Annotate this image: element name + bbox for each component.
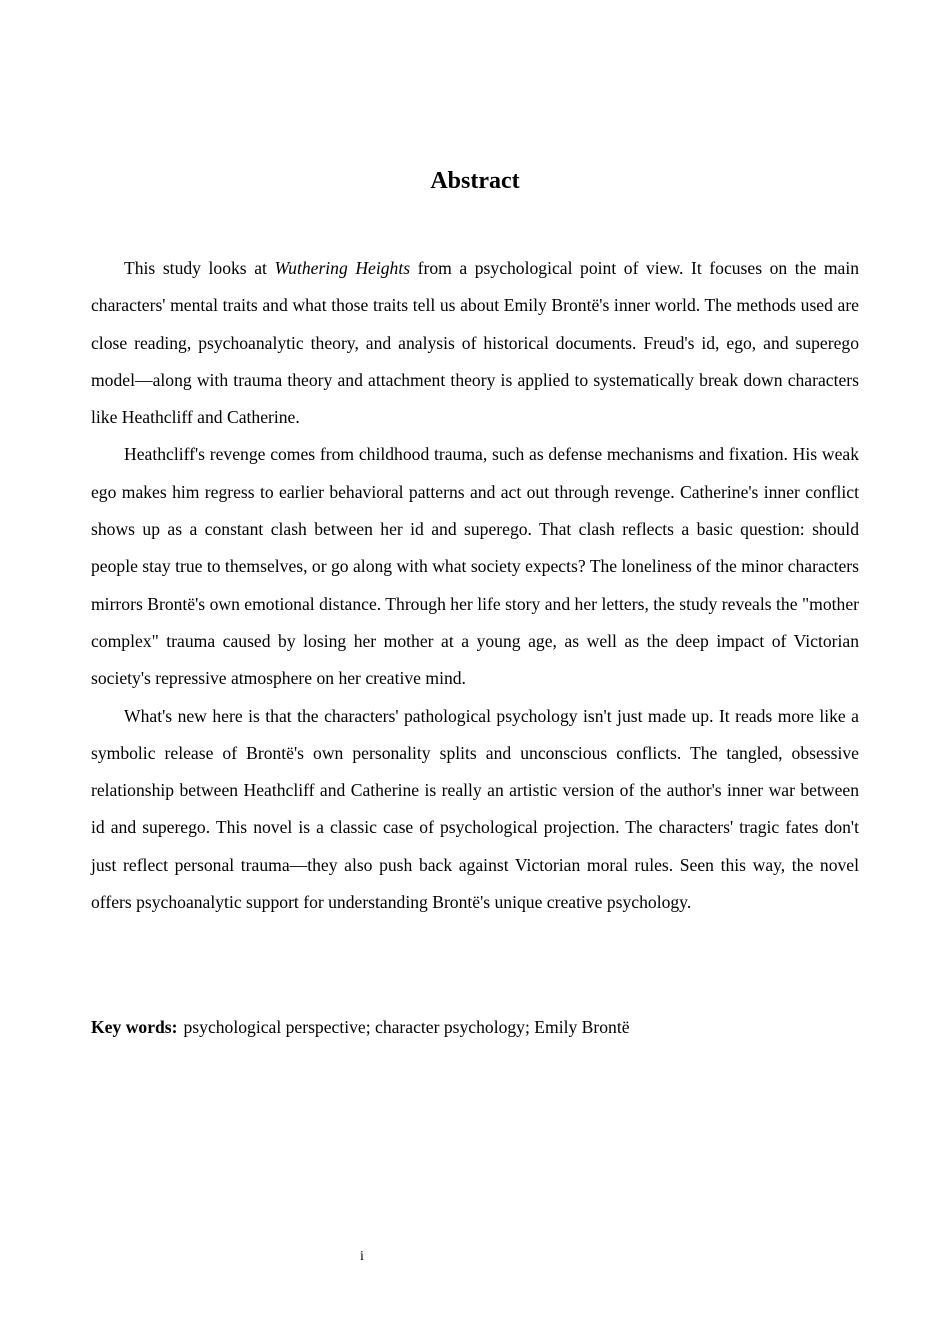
page-title: Abstract [430, 168, 520, 194]
page-number: i [360, 1249, 364, 1264]
paragraph-1-intro: This study looks at [124, 258, 275, 278]
abstract-paragraph-1 [91, 250, 859, 436]
abstract-paragraph-3: What's new here is that the characters' pathological psychology isn't just made up. It reads more like a symbolic release of Brontë's own personality splits and unconscious conflicts. The tangled, obsessive relationship between Heathcliff and Catherine is really an artistic version of the author's inner war between id and superego. This novel is a classic case of psychological projection. The characters' tragic fates don't just reflect personal trauma—they also push back against Victorian moral rules. Seen this way, the novel offers psychoanalytic support for understanding Brontë's unique creative psychology. [91, 705, 859, 913]
keywords-label: Key words: [91, 1017, 178, 1037]
work-title: Wuthering Heights [274, 258, 411, 278]
abstract-paragraph-2: Heathcliff's revenge comes from childhood trauma, such as defense mechanisms and fixation. His weak ego makes him regress to earlier behavioral patterns and act out through revenge. Catherine's inner conflict shows up as a constant clash between her id and superego. That clash reflects a basic question: should people stay true to themselves, or go along with what society expects? The loneliness of the minor characters mirrors Brontë's own emotional distance. Through her life story and her letters, the study reveals the "mother complex" trauma caused by losing her mother at a young age, as well as the deep impact of Victorian society's repressive atmosphere on her creative mind. [91, 444, 859, 689]
paragraph-1-rest: from a psychological point of view. It focuses on the main characters' mental traits and what those traits tell us about Emily Brontë's inner world. The methods used are close reading, psychoanalytic theory, and analysis of historical documents. Freud's id, ego, and superego model—along with trauma theory and attachment theory is applied to systematically break down characters like Heathcliff and Catherine. [91, 258, 860, 428]
keywords-text: psychological perspective; character psychology; Emily Brontë [183, 1017, 630, 1037]
keywords-line [91, 1013, 859, 1041]
abstract-body [91, 250, 859, 921]
